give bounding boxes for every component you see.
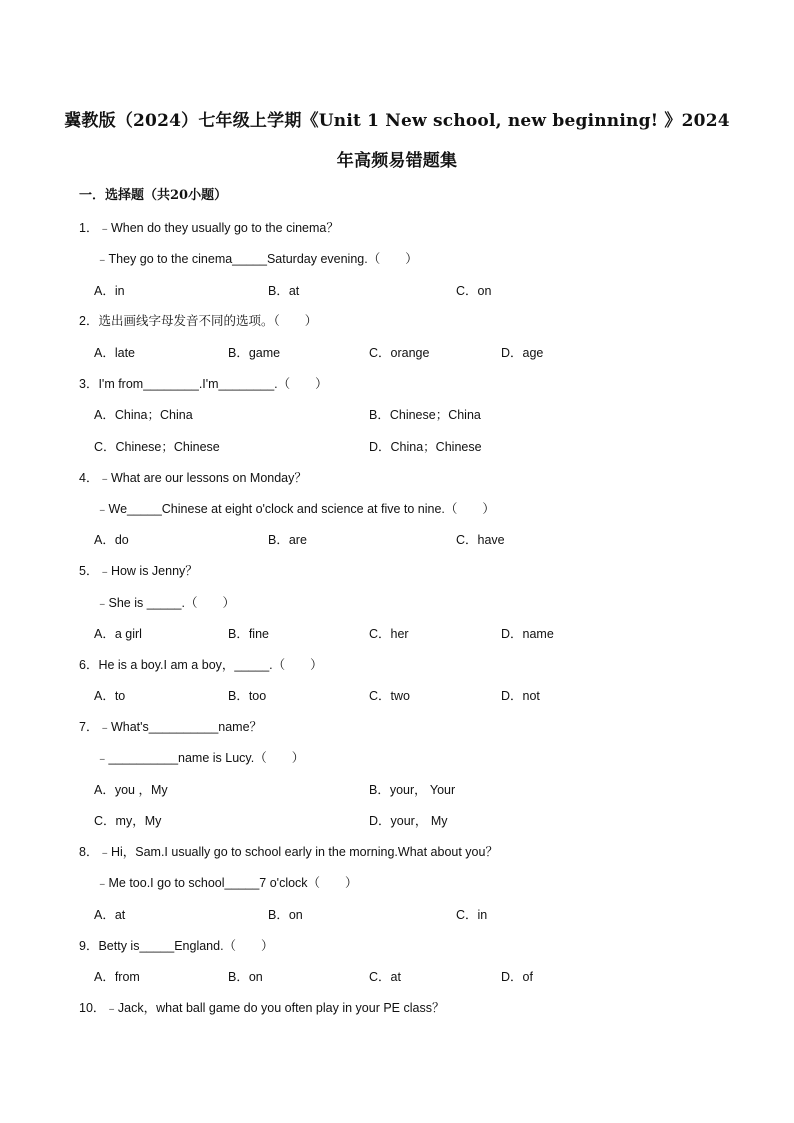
question-1 bbox=[79, 218, 339, 236]
question-4 bbox=[79, 468, 307, 486]
option-b: B．on bbox=[268, 908, 303, 922]
question-8-line-2: ﹣Me too.I go to school_____7 o'clock（ ） bbox=[96, 876, 358, 890]
option-a: A．China；China bbox=[94, 408, 193, 422]
question-8 bbox=[79, 842, 498, 860]
question-7-line-2: ﹣__________name is Lucy.（ ） bbox=[96, 751, 305, 765]
option-b: B．are bbox=[268, 533, 307, 547]
section-header: 一．选择题（共20小题） bbox=[79, 188, 228, 203]
option-a: A．you ，My bbox=[94, 783, 168, 797]
question-10 bbox=[79, 998, 444, 1016]
question-number: 10． bbox=[79, 1001, 106, 1015]
option-b: B．Chinese；China bbox=[369, 408, 481, 422]
question-text: He is a boy.I am a boy，_____.（ ） bbox=[98, 658, 323, 672]
option-c: C．her bbox=[369, 627, 409, 641]
question-text: ﹣When do they usually go to the cinema？ bbox=[98, 221, 339, 235]
question-number: 3． bbox=[79, 377, 99, 391]
question-3 bbox=[79, 374, 328, 392]
option-c: C．Chinese；Chinese bbox=[94, 440, 220, 454]
question-text: I'm from________.I'm________.（ ） bbox=[98, 377, 328, 391]
question-7 bbox=[79, 717, 262, 735]
option-a: A．late bbox=[94, 346, 135, 360]
option-a: A．in bbox=[94, 284, 125, 298]
option-d: D．age bbox=[501, 346, 544, 360]
option-c: C．in bbox=[456, 908, 488, 922]
question-number: 1． bbox=[79, 221, 99, 235]
option-c: C．have bbox=[456, 533, 505, 547]
option-a: A．a girl bbox=[94, 627, 142, 641]
option-a: A．to bbox=[94, 689, 126, 703]
question-number: 8． bbox=[79, 845, 99, 859]
document-title-line-1: 冀教版（2024）七年级上学期《Unit 1 New school, new beginning! 》2024 bbox=[64, 111, 730, 131]
question-9 bbox=[79, 936, 274, 954]
question-5 bbox=[79, 561, 198, 579]
question-text: ﹣What are our lessons on Monday？ bbox=[98, 471, 307, 485]
option-c: C．two bbox=[369, 689, 410, 703]
question-2 bbox=[79, 311, 317, 329]
option-c: C．orange bbox=[369, 346, 430, 360]
option-d: D．name bbox=[501, 627, 554, 641]
question-number: 2． bbox=[79, 314, 99, 328]
option-a: A．do bbox=[94, 533, 129, 547]
question-number: 5． bbox=[79, 564, 99, 578]
option-b: B．at bbox=[268, 284, 300, 298]
question-text: Betty is_____England.（ ） bbox=[98, 939, 274, 953]
option-b: B．fine bbox=[228, 627, 269, 641]
question-text: 选出画线字母发音不同的选项。（ ） bbox=[98, 314, 318, 328]
option-d: D．China；Chinese bbox=[369, 440, 482, 454]
option-d: D．not bbox=[501, 689, 540, 703]
question-6 bbox=[79, 655, 323, 673]
question-number: 7． bbox=[79, 720, 99, 734]
option-c: C．at bbox=[369, 970, 401, 984]
question-number: 9． bbox=[79, 939, 99, 953]
option-a: A．from bbox=[94, 970, 140, 984]
document-title-line-2: 年高频易错题集 bbox=[336, 151, 458, 171]
question-number: 6． bbox=[79, 658, 99, 672]
option-c: C．on bbox=[456, 284, 492, 298]
option-d: D．of bbox=[501, 970, 533, 984]
option-a: A．at bbox=[94, 908, 126, 922]
question-1-line-2: ﹣They go to the cinema_____Saturday evening.（ ） bbox=[96, 252, 418, 266]
question-text: ﹣Jack，what ball game do you often play in your PE class？ bbox=[105, 1001, 445, 1015]
question-text: ﹣Hi，Sam.I usually go to school early in the morning.What about you？ bbox=[98, 845, 498, 859]
question-text: ﹣How is Jenny？ bbox=[98, 564, 198, 578]
question-text: ﹣What's__________name？ bbox=[98, 720, 263, 734]
option-b: B．your， Your bbox=[369, 783, 456, 797]
option-d: D．your， My bbox=[369, 814, 448, 828]
question-number: 4． bbox=[79, 471, 99, 485]
option-b: B．too bbox=[228, 689, 267, 703]
option-b: B．on bbox=[228, 970, 263, 984]
question-4-line-2: ﹣We_____Chinese at eight o'clock and science at five to nine.（ ） bbox=[96, 502, 495, 516]
option-b: B．game bbox=[228, 346, 281, 360]
option-c: C．my，My bbox=[94, 814, 162, 828]
question-5-line-2: ﹣She is _____.（ ） bbox=[96, 596, 235, 610]
